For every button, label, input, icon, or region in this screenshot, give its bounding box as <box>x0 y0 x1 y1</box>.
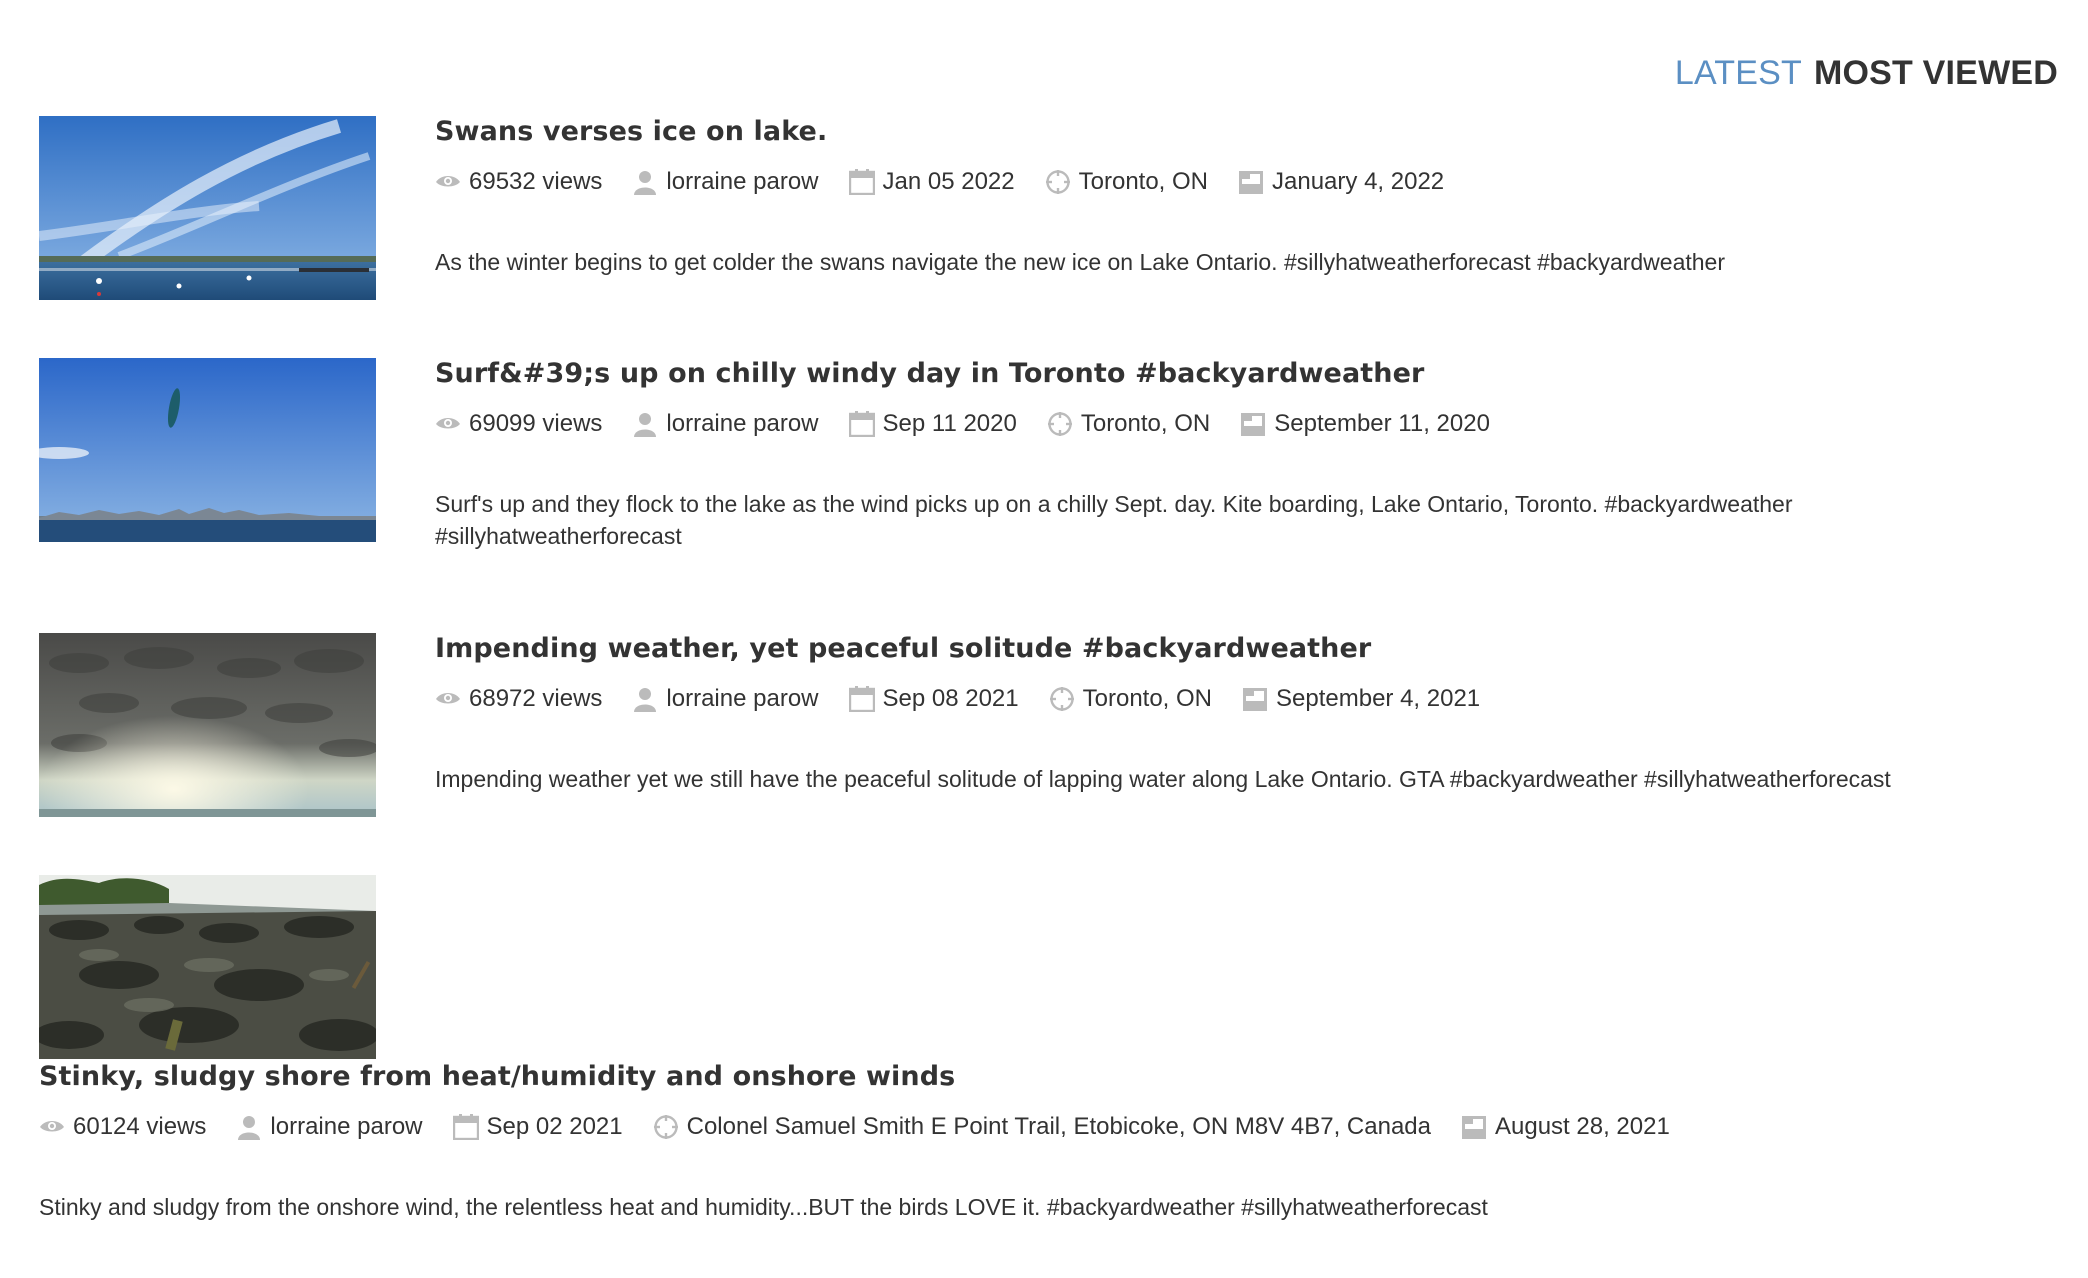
user-icon <box>632 686 658 712</box>
meta-location <box>1045 168 1208 196</box>
calendar-icon <box>849 169 875 195</box>
post-title[interactable]: Impending weather, yet peaceful solitude #backyardweather <box>435 633 1372 664</box>
taken-date: September 11, 2020 <box>1274 410 1490 437</box>
meta-taken <box>1240 410 1490 438</box>
author-name[interactable]: lorraine parow <box>270 1113 423 1140</box>
eye-icon <box>435 411 461 437</box>
meta-location <box>653 1113 1431 1141</box>
location-text: Colonel Samuel Smith E Point Trail, Etobicoke, ON M8V 4B7, Canada <box>686 1113 1431 1140</box>
author-name[interactable]: lorraine parow <box>666 168 819 195</box>
author-name[interactable]: lorraine parow <box>666 410 819 437</box>
camera-icon <box>1240 411 1266 437</box>
post-title[interactable]: Swans verses ice on lake. <box>435 116 828 147</box>
eye-icon <box>435 169 461 195</box>
meta-views <box>435 685 602 713</box>
meta-views <box>39 1113 206 1141</box>
post-meta <box>435 685 1510 713</box>
meta-taken <box>1238 168 1444 196</box>
crosshair-icon <box>1049 686 1075 712</box>
location-text: Toronto, ON <box>1082 685 1213 712</box>
post-thumbnail[interactable] <box>39 116 376 300</box>
post-title[interactable]: Surf&#39;s up on chilly windy day in Toronto #backyardweather <box>435 358 1425 389</box>
posted-date: Jan 05 2022 <box>882 168 1015 195</box>
views-count: 69532 views <box>469 168 603 195</box>
post-title[interactable]: Stinky, sludgy shore from heat/humidity and onshore winds <box>39 1061 956 1092</box>
post-meta <box>435 410 1520 438</box>
meta-posted <box>849 168 1015 196</box>
meta-author <box>236 1113 422 1141</box>
user-icon <box>236 1114 262 1140</box>
posted-date: Sep 08 2021 <box>882 685 1019 712</box>
meta-views <box>435 168 602 196</box>
crosshair-icon <box>653 1114 679 1140</box>
calendar-icon <box>849 411 875 437</box>
meta-taken <box>1461 1113 1670 1141</box>
meta-posted <box>849 685 1019 713</box>
author-name[interactable]: lorraine parow <box>666 685 819 712</box>
location-text: Toronto, ON <box>1078 168 1209 195</box>
posted-date: Sep 02 2021 <box>486 1113 623 1140</box>
camera-icon <box>1242 686 1268 712</box>
post-thumbnail[interactable] <box>39 875 376 1059</box>
location-text: Toronto, ON <box>1080 410 1211 437</box>
post-meta <box>39 1113 1700 1141</box>
post-description: Surf's up and they flock to the lake as the wind picks up on a chilly Sept. day. Kite boarding, Lake Ontario, Toronto. #backyardweather #sillyhatweatherforecast <box>435 491 1793 549</box>
meta-author <box>632 410 818 438</box>
view-tabs <box>1675 54 2058 93</box>
posted-date: Sep 11 2020 <box>882 410 1017 437</box>
post-meta <box>435 168 1474 196</box>
user-icon <box>632 169 658 195</box>
meta-taken <box>1242 685 1480 713</box>
tab-most-viewed[interactable]: MOST VIEWED <box>1814 54 2058 92</box>
camera-icon <box>1461 1114 1487 1140</box>
meta-location <box>1047 410 1210 438</box>
meta-author <box>632 685 818 713</box>
views-count: 69099 views <box>469 410 603 437</box>
taken-date: January 4, 2022 <box>1272 168 1445 195</box>
meta-posted <box>453 1113 623 1141</box>
eye-icon <box>435 686 461 712</box>
tab-latest[interactable]: LATEST <box>1674 54 1802 92</box>
taken-date: September 4, 2021 <box>1276 685 1481 712</box>
calendar-icon <box>453 1114 479 1140</box>
camera-icon <box>1238 169 1264 195</box>
user-icon <box>632 411 658 437</box>
meta-views <box>435 410 602 438</box>
taken-date: August 28, 2021 <box>1495 1113 1670 1140</box>
meta-posted <box>849 410 1017 438</box>
crosshair-icon <box>1045 169 1071 195</box>
views-count: 68972 views <box>469 685 603 712</box>
crosshair-icon <box>1047 411 1073 437</box>
post-description: As the winter begins to get colder the swans navigate the new ice on Lake Ontario. #sillyhatweatherforecast #backyardweather <box>435 249 1726 275</box>
eye-icon <box>39 1114 65 1140</box>
meta-author <box>632 168 818 196</box>
post-thumbnail[interactable] <box>39 633 376 817</box>
views-count: 60124 views <box>73 1113 207 1140</box>
post-thumbnail[interactable] <box>39 358 376 542</box>
meta-location <box>1049 685 1212 713</box>
post-description: Stinky and sludgy from the onshore wind, the relentless heat and humidity...BUT the birds LOVE it. #backyardweather #sillyhatweatherforecast <box>39 1194 1488 1220</box>
calendar-icon <box>849 686 875 712</box>
post-description: Impending weather yet we still have the peaceful solitude of lapping water along Lake Ontario. GTA #backyardweather #sillyhatweatherforecast <box>435 766 1891 792</box>
